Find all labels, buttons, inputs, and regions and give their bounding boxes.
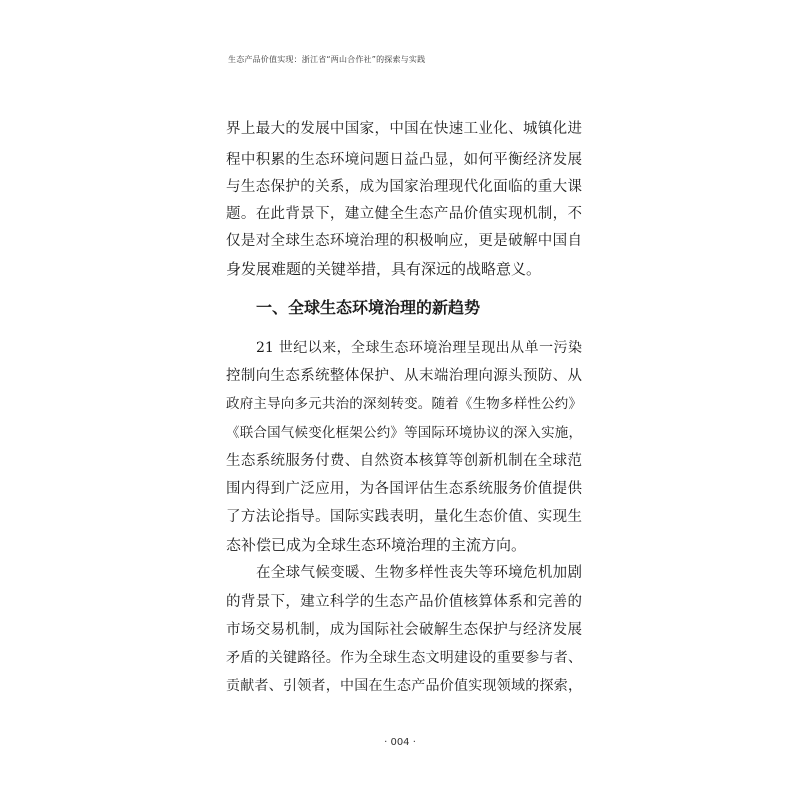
body-text-line: 市场交易机制，成为国际社会破解生态保护与经济发展 <box>226 622 582 638</box>
body-text-line: 程中积累的生态环境问题日益凸显，如何平衡经济发展 <box>226 152 582 168</box>
body-text-line: 仅是对全球生态环境治理的积极响应，更是破解中国自 <box>226 233 582 249</box>
body-text-line: 界上最大的发展中国家，中国在快速工业化、城镇化进 <box>226 121 582 137</box>
section-heading: 一、全球生态环境治理的新趋势 <box>256 298 481 317</box>
body-text-line: 生态系统服务付费、自然资本核算等创新机制在全球范 <box>226 453 582 469</box>
page-number: · 004 · <box>384 737 416 748</box>
body-text-line: 21 世纪以来，全球生态环境治理呈现出从单一污染 <box>256 340 582 356</box>
body-text-line: 控制向生态系统整体保护、从末端治理向源头预防、从 <box>226 368 582 384</box>
body-text-line: 的背景下，建立科学的生态产品价值核算体系和完善的 <box>226 594 582 610</box>
body-text-line: 题。在此背景下，建立健全生态产品价值实现机制，不 <box>226 206 582 222</box>
running-header: 生态产品价值实现：浙江省“两山合作社”的探索与实践 <box>228 55 426 64</box>
body-text-line: 了方法论指导。国际实践表明，量化生态价值、实现生 <box>226 509 582 525</box>
body-text-line: 政府主导向多元共治的深刻转变。随着《生物多样性公约》 <box>226 396 582 412</box>
body-text-line: 与生态保护的关系，成为国家治理现代化面临的重大课 <box>226 179 582 195</box>
body-text-line: 身发展难题的关键举措，具有深远的战略意义。 <box>226 260 542 278</box>
body-text-line: 《联合国气候变化框架公约》等国际环境协议的深入实施， <box>226 425 582 441</box>
body-text-line: 贡献者、引领者，中国在生态产品价值实现领域的探索， <box>226 678 582 694</box>
body-text-line: 在全球气候变暖、生物多样性丧失等环境危机加剧 <box>256 565 582 581</box>
body-text-line: 围内得到广泛应用，为各国评估生态系统服务价值提供 <box>226 481 582 497</box>
body-text-line: 态补偿已成为全球生态环境治理的主流方向。 <box>226 536 527 554</box>
body-text-line: 矛盾的关键路径。作为全球生态文明建设的重要参与者、 <box>226 650 582 666</box>
